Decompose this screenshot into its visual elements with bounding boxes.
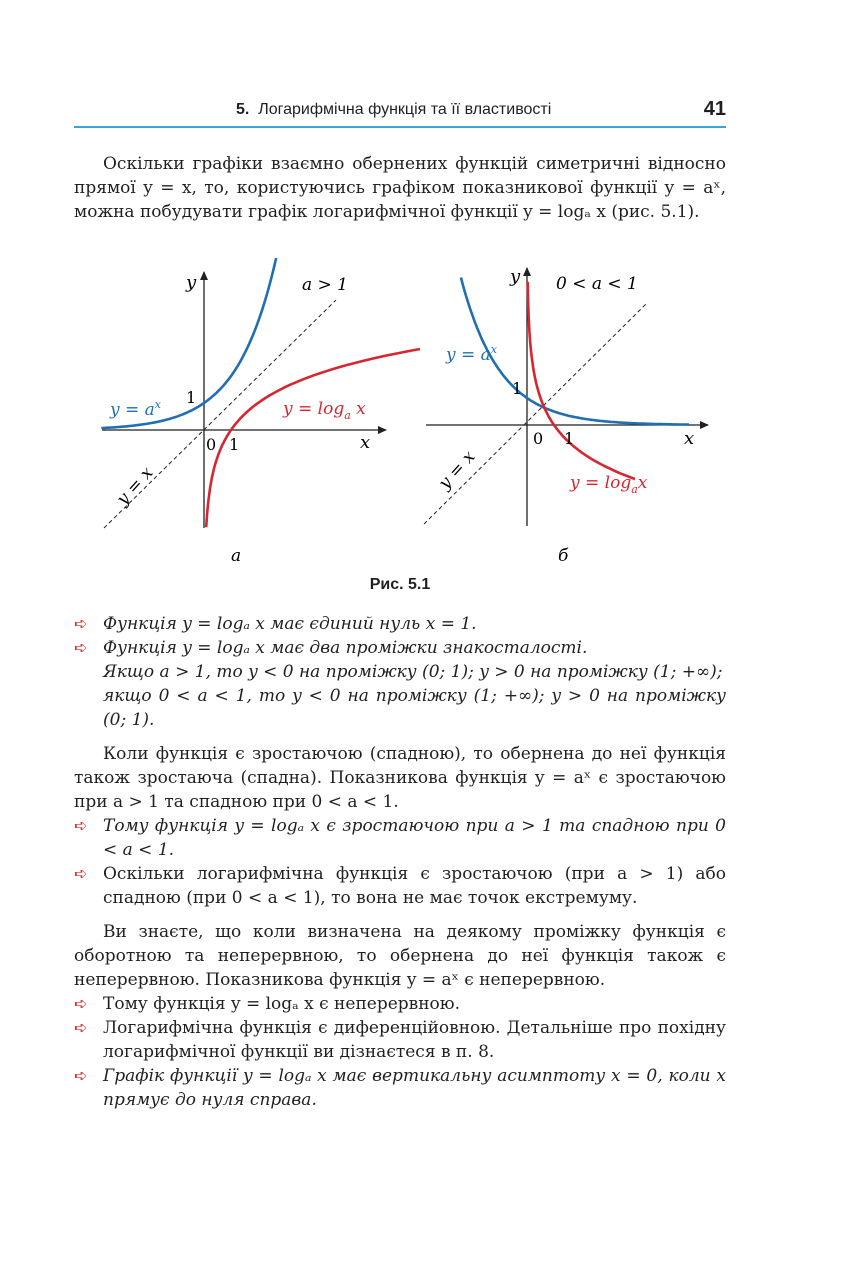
right-diagonal-label: y = x <box>434 447 480 494</box>
figure-caption: Рис. 5.1 <box>369 576 431 593</box>
graph-left <box>101 258 420 566</box>
property-zero: ➪ Функція y = logₐ x має єдиний нуль x = 1. <box>74 614 477 634</box>
property-differentiable: ➪ Логарифмічна функція є диференційовною. Детальніше про похідну логарифмічної функції ви дізнаєтеся в п. 8. <box>74 1018 726 1062</box>
left-axis-y-label: y <box>186 272 197 293</box>
right-tick-y-one: 1 <box>512 379 523 398</box>
arrow-bullet-icon: ➪ <box>74 816 88 835</box>
section-title: 5. Логарифмічна функція та її властивості <box>236 101 552 118</box>
right-tick-x-one: 1 <box>564 429 575 448</box>
right-log-curve <box>528 282 635 479</box>
arrow-bullet-icon: ➪ <box>74 1018 88 1037</box>
continuity-paragraph: Ви знаєте, що коли визначена на деякому проміжку функція є оборотною та неперервною, то обернена до неї функція також є неперервною. Показникова функція y = aˣ є неперервною. <box>74 922 726 990</box>
arrow-bullet-icon: ➪ <box>74 638 88 657</box>
arrow-bullet-icon: ➪ <box>74 614 88 633</box>
property-continuous: ➪ Тому функція y = logₐ x є неперервною. <box>74 994 460 1014</box>
left-tick-y-one: 1 <box>186 388 197 407</box>
right-log-label: $y = \log_ax$ <box>570 473 648 496</box>
property-sign: ➪ Функція y = logₐ x має два проміжки знакосталості. <box>74 638 588 658</box>
running-header <box>74 100 726 128</box>
right-axis-y-label: y <box>510 266 521 287</box>
intro-text: Оскільки графіки взаємно обернених функцій симетричні відносно прямої y = x, то, користуючись графіком показникової функції y = aˣ, можна побудувати графік логарифмічної функції y = logₐ x (рис. 5.1). <box>74 154 726 222</box>
arrow-bullet-icon: ➪ <box>74 994 88 1013</box>
property-extremum: ➪ Оскільки логарифмічна функція є зростаючою (при a > 1) або спадною (при 0 < a < 1), то вона не має точок екстремуму. <box>74 864 726 908</box>
left-log-label: $y = \log_a x$ <box>283 399 366 422</box>
right-condition: 0 < a < 1 <box>556 274 638 294</box>
property-monotonic: ➪ Тому функція y = logₐ x є зростаючою при a > 1 та спадною при 0 < a < 1. <box>74 816 726 860</box>
property-sign-case-2: якщо 0 < a < 1, то y < 0 на проміжку (1; +∞); y > 0 на проміжку (0; 1). <box>103 686 726 730</box>
right-exp-label: $y = a^x$ <box>446 343 498 365</box>
right-tick-zero: 0 <box>533 429 544 448</box>
left-tick-x-one: 1 <box>229 435 240 454</box>
property-asymptote: ➪ Графік функції y = logₐ x має вертикальну асимптоту x = 0, коли x прямує до нуля справа. <box>74 1066 726 1110</box>
property-sign-case-1: Якщо a > 1, то y < 0 на проміжку (0; 1); y > 0 на проміжку (1; +∞); <box>103 662 723 682</box>
arrow-bullet-icon: ➪ <box>74 864 88 883</box>
left-axis-x-label: x <box>360 432 371 453</box>
intro-paragraph <box>74 152 726 224</box>
properties-block <box>74 612 726 1112</box>
figure-graphs <box>74 258 726 598</box>
monotonic-paragraph: Коли функція є зростаючою (спадною), то обернена до неї функція також зростаюча (спадна). Показникова функція y = aˣ є зростаючою при a > 1 та спадною при 0 < a < 1. <box>74 744 726 812</box>
arrow-bullet-icon: ➪ <box>74 1066 88 1085</box>
left-sublabel: а <box>231 546 242 566</box>
left-tick-zero: 0 <box>206 435 217 454</box>
graph-right <box>424 266 708 566</box>
left-condition: a > 1 <box>302 275 349 295</box>
left-exp-label: $y = a^x$ <box>110 398 162 420</box>
figure-5-1 <box>74 258 726 598</box>
right-sublabel: б <box>558 546 569 566</box>
left-diagonal-label: y = x <box>112 463 158 510</box>
right-axis-x-label: x <box>684 428 695 449</box>
page-number: 41 <box>703 98 726 120</box>
